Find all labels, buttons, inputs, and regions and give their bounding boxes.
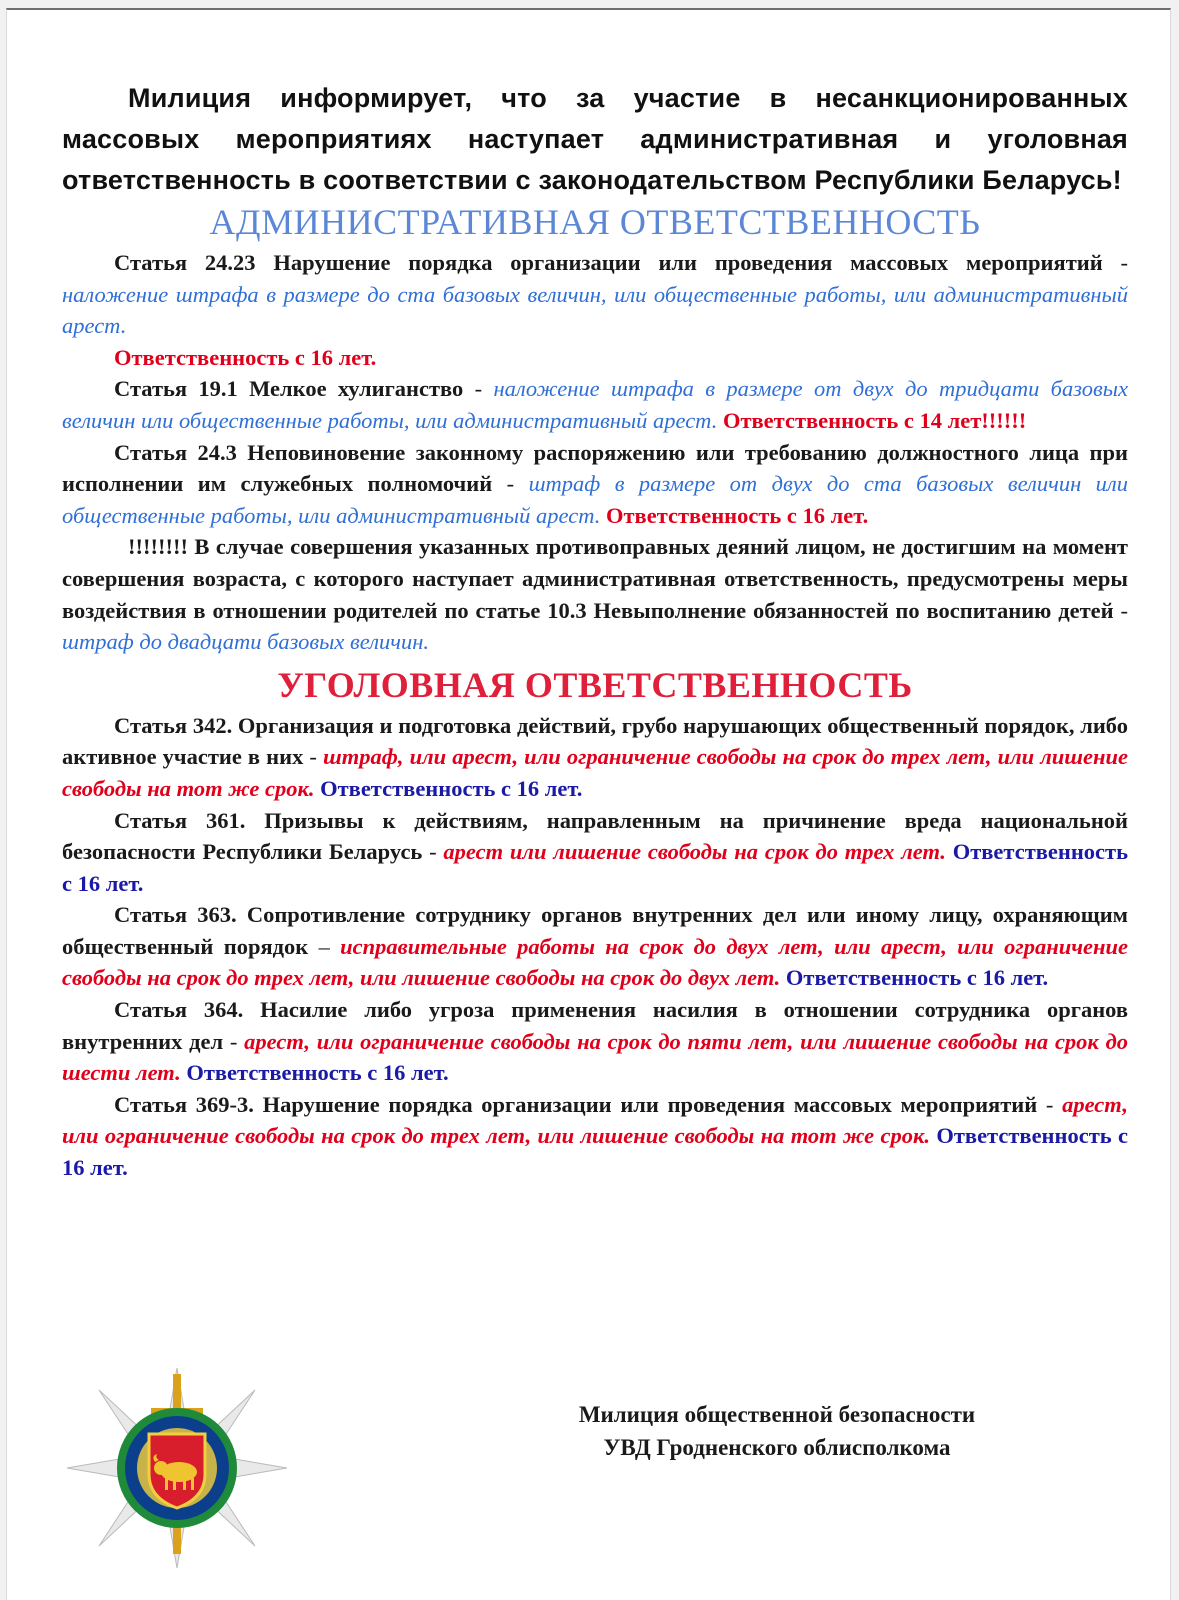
age-note: Ответственность с 16 лет. xyxy=(320,775,583,801)
criminal-article-361 xyxy=(62,805,1128,900)
parents-note xyxy=(62,531,1128,657)
dash: - xyxy=(1102,250,1128,275)
intro-heading: Милиция информирует, что за участие в несанкционированных массовых мероприятиях наступает административная и уголовная ответственность в соответствии с законодательством Республики Беларусь! xyxy=(62,83,1128,195)
penalty-text: арест, или ограничение свободы на срок до пяти лет, или лишение свободы на срок до шести лет. xyxy=(62,1028,1129,1086)
dash: - xyxy=(492,471,529,497)
penalty-text: штраф в размере от двух до ста базовых величин или общественные работы, или административный арест. xyxy=(62,471,1128,528)
criminal-article-364 xyxy=(62,994,1128,1089)
admin-section-title: АДМИНИСТРАТИВНАЯ ОТВЕТСТВЕННОСТЬ xyxy=(209,202,981,242)
age-note: Ответственность с 16 лет. xyxy=(606,502,869,528)
signature-block xyxy=(527,1398,1027,1464)
penalty-text: наложение штрафа в размере от двух до тридцати базовых величин или общественные работы, или административный арест. xyxy=(62,376,1128,433)
dash: - xyxy=(1113,597,1128,623)
penalty-text: исправительные работы на срок до двух лет, или арест, или ограничение свободы на срок до трех лет, или лишение свободы на срок до двух лет. xyxy=(62,933,1129,991)
criminal-article-342 xyxy=(62,710,1128,805)
document-body xyxy=(62,78,1128,1184)
age-note: Ответственность с 14 лет!!!!!! xyxy=(722,407,1027,433)
admin-article-24-3 xyxy=(62,437,1128,532)
article-title: Статья 363. Сопротивление сотруднику органов внутренних дел или иному лицу, охраняющим общественный порядок xyxy=(62,902,1128,959)
article-title: Статья 361. Призывы к действиям, направленным на причинение вреда национальной безопасности Республики Беларусь xyxy=(62,807,1128,865)
police-emblem-bison-icon xyxy=(67,1368,287,1568)
age-note: Ответственность с 16 лет. xyxy=(186,1060,449,1086)
article-title: Статья 19.1 Мелкое хулиганство xyxy=(114,376,464,402)
criminal-article-363 xyxy=(62,899,1128,994)
dash: - xyxy=(1037,1091,1063,1117)
note-text: !!!!!!!! В случае совершения указанных противоправных деяний лицом, не достигшим на момент совершения возраста, с которого наступает административная ответственность, предусмотрены меры воздействия в отношении родителей по статье 10.3 Невыполнение обязанностей по воспитанию детей xyxy=(62,534,1128,623)
document-page xyxy=(6,8,1171,1600)
penalty-text: наложение штрафа в размере до ста базовых величин, или общественные работы, или административный арест. xyxy=(62,281,1128,339)
dash: - xyxy=(422,839,444,865)
signature-line-2: УВД Гродненского облисполкома xyxy=(603,1435,951,1460)
signature-line-1: Милиция общественной безопасности xyxy=(578,1402,976,1427)
age-note: Ответственность с 16 лет. xyxy=(785,965,1049,991)
penalty-text: штраф, или арест, или ограничение свободы на срок до трех лет, или лишение свободы на тот же срок. xyxy=(62,744,1129,801)
age-note: Ответственность с 16 лет. xyxy=(62,1123,1129,1181)
penalty-text: штраф до двадцати базовых величин. xyxy=(62,629,430,655)
article-title: Статья 364. Насилие либо угроза применения насилия в отношении сотрудника органов внутренних дел xyxy=(62,997,1128,1054)
dash: - xyxy=(463,376,494,402)
footer xyxy=(67,1368,1133,1568)
age-note: Ответственность с 16 лет. xyxy=(62,839,1128,896)
dash: - xyxy=(223,1028,245,1054)
penalty-text: арест или лишение свободы на срок до трех лет. xyxy=(443,839,946,865)
admin-article-24-23 xyxy=(62,247,1128,342)
article-title: Статья 369-3. Нарушение порядка организации или проведения массовых мероприятий xyxy=(114,1091,1038,1117)
penalty-text: арест, или ограничение свободы на срок до трех лет, или лишение свободы на тот же срок. xyxy=(62,1091,1128,1149)
article-title: Статья 24.23 Нарушение порядка организации или проведения массовых мероприятий xyxy=(114,250,1103,275)
article-title: Статья 342. Организация и подготовка действий, грубо нарушающих общественный порядок, либо активное участие в них xyxy=(62,712,1128,770)
admin-article-19-1 xyxy=(62,373,1128,436)
dash: - xyxy=(303,744,324,770)
article-title: Статья 24.3 Неповиновение законному распоряжению или требованию должностного лица при исполнении им служебных полномочий xyxy=(62,439,1128,497)
criminal-article-369-3 xyxy=(62,1089,1128,1184)
criminal-section-title: УГОЛОВНАЯ ОТВЕТСТВЕННОСТЬ xyxy=(277,664,913,705)
age-note: Ответственность с 16 лет. xyxy=(114,344,377,370)
dash: – xyxy=(308,933,341,959)
